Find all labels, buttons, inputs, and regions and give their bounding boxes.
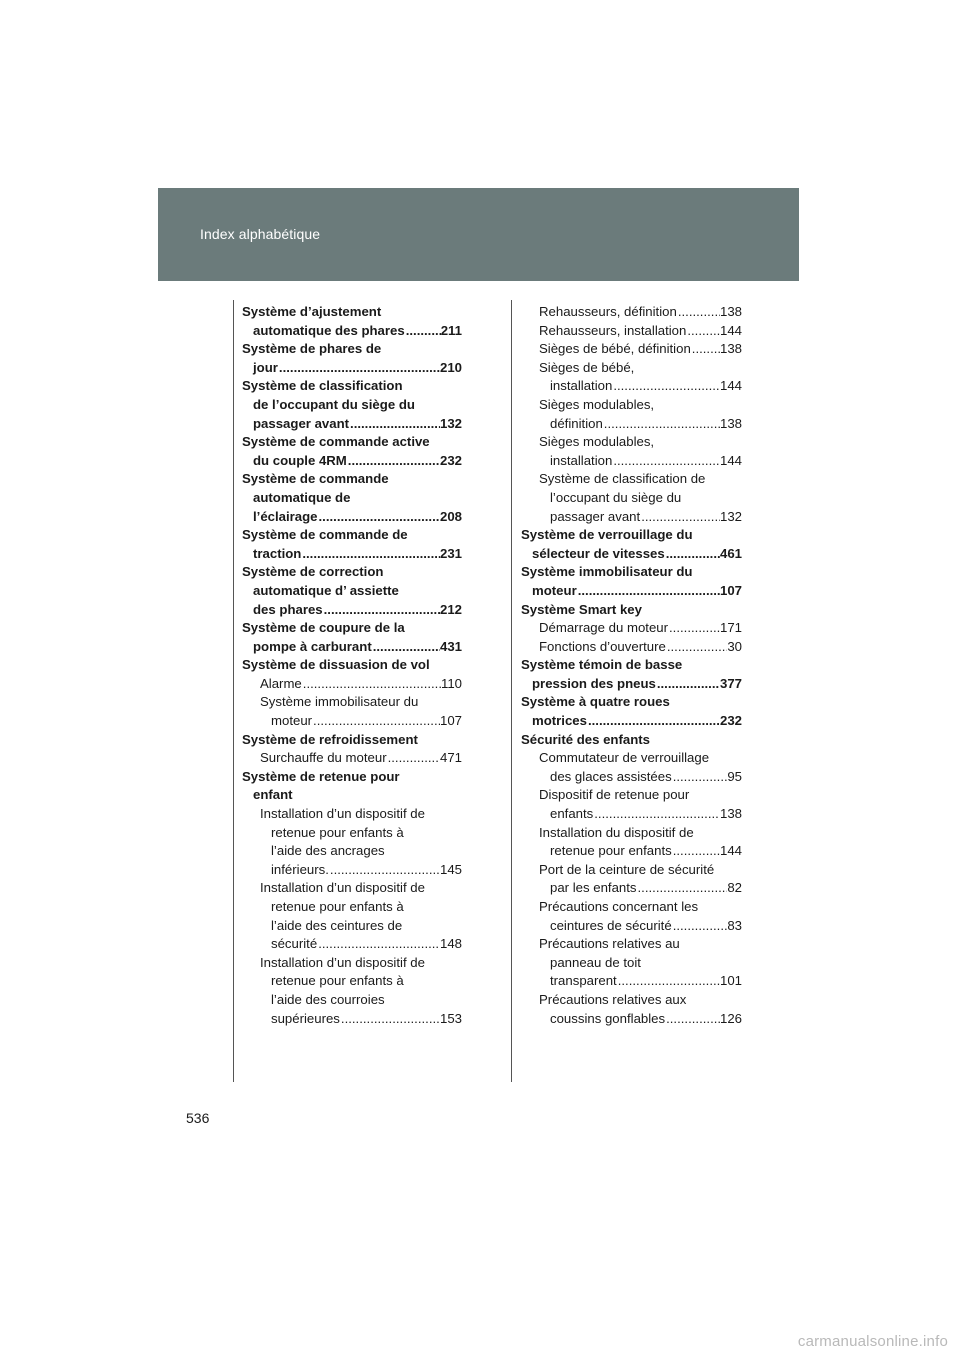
index-entry — [242, 824, 462, 843]
index-entry-page: 171 — [719, 620, 742, 636]
index-entry-text: retenue pour enfants à — [271, 824, 404, 840]
index-entry-text: Système de classification — [242, 378, 403, 394]
index-entry-text: l’aide des courroies — [271, 991, 385, 1007]
section-header-band — [158, 188, 799, 281]
index-entry — [521, 712, 742, 731]
index-entry — [242, 954, 462, 973]
index-entry-text: Système immobilisateur du — [260, 694, 419, 710]
index-entry-page: 144 — [719, 378, 742, 394]
index-column-1 — [242, 303, 462, 1028]
index-entry — [242, 359, 462, 378]
index-entry — [521, 377, 742, 396]
dot-leader — [587, 712, 720, 731]
index-entry-text: inférieurs. — [271, 861, 329, 877]
index-entry-text: retenue pour enfants à — [271, 899, 404, 914]
index-entry — [521, 898, 742, 917]
index-entry-text: définition — [550, 415, 603, 431]
index-entry-text: Installation d’un dispositif de — [260, 880, 425, 896]
index-entry-text: Sécurité des enfants — [521, 731, 650, 747]
index-entry — [242, 749, 462, 768]
dot-leader — [302, 675, 441, 694]
index-entry-text: Système de retenue pour — [242, 768, 400, 784]
index-entry — [242, 508, 462, 527]
index-entry — [242, 917, 462, 936]
index-entry-text: Système de phares de — [242, 341, 382, 357]
index-entry-page: 107 — [439, 713, 462, 729]
dot-leader — [347, 452, 440, 471]
index-entry — [242, 322, 462, 341]
index-entry-text: automatique des phares — [253, 322, 405, 338]
index-entry — [521, 675, 742, 694]
index-entry-text: Sièges de bébé, définition — [539, 341, 691, 357]
index-entry — [521, 972, 742, 991]
index-entry — [242, 638, 462, 657]
index-entry-text: Système de coupure de la — [242, 620, 405, 636]
index-entry-text: transparent — [550, 973, 617, 989]
index-entry — [521, 731, 742, 750]
index-entry — [242, 898, 462, 917]
index-entry-text: motrices — [532, 713, 587, 729]
dot-leader — [665, 545, 720, 564]
index-entry-text: Fonctions d’ouverture — [539, 638, 666, 654]
index-entry — [521, 303, 742, 322]
index-entry-page: 83 — [727, 917, 742, 933]
dot-leader — [612, 452, 720, 471]
index-entry-page: 30 — [727, 638, 742, 654]
dot-leader — [405, 322, 441, 341]
dot-leader — [301, 545, 440, 564]
index-entry — [521, 340, 742, 359]
dot-leader — [666, 638, 728, 657]
watermark: carmanualsonline.info — [797, 1333, 948, 1350]
column-rule-left — [233, 300, 234, 1082]
index-entry-text: Système de correction — [242, 564, 384, 580]
dot-leader — [656, 675, 720, 694]
index-entry-text: de l’occupant du siège du — [253, 396, 415, 412]
index-entry-text: l’occupant du siège du — [550, 489, 682, 505]
index-entry-page: 144 — [719, 452, 742, 468]
index-entry-page: 231 — [439, 545, 462, 561]
dot-leader — [317, 935, 440, 954]
index-entry — [242, 1010, 462, 1029]
index-entry-text: du couple 4RM — [253, 452, 347, 468]
index-entry-text: Sièges modulables, — [539, 434, 655, 450]
index-entry-text: Précautions relatives au — [539, 936, 680, 952]
index-entry-page: 132 — [439, 415, 462, 431]
index-entry — [521, 842, 742, 861]
index-entry — [521, 656, 742, 675]
index-entry — [521, 452, 742, 471]
dot-leader — [603, 415, 720, 434]
index-entry-page: 144 — [719, 322, 742, 338]
index-entry-page: 138 — [719, 415, 742, 431]
index-entry-page: 232 — [719, 713, 742, 729]
index-entry — [242, 805, 462, 824]
index-entry-text: Système de commande — [242, 471, 389, 487]
index-entry-text: enfant — [253, 787, 293, 803]
index-entry — [242, 452, 462, 471]
dot-leader — [387, 749, 440, 768]
index-entry-page: 471 — [439, 750, 462, 766]
dot-leader — [329, 861, 440, 880]
index-entry — [242, 582, 462, 601]
index-entry-text: sélecteur de vitesses — [532, 545, 665, 561]
index-entry — [242, 656, 462, 675]
dot-leader — [617, 972, 720, 991]
index-entry-page: 138 — [719, 341, 742, 357]
index-entry-text: Installation du dispositif de — [539, 824, 694, 840]
index-entry — [521, 638, 742, 657]
index-entry-page: 145 — [439, 861, 462, 877]
dot-leader — [637, 879, 728, 898]
index-entry-text: Commutateur de verrouillage — [539, 750, 710, 766]
index-entry-text: Système d’ajustement — [242, 304, 382, 319]
index-entry — [242, 619, 462, 638]
dot-leader — [672, 842, 720, 861]
dot-leader — [349, 415, 440, 434]
index-entry-page: 95 — [727, 768, 742, 784]
dot-leader — [672, 917, 728, 936]
dot-leader — [278, 359, 440, 378]
index-entry-page: 138 — [719, 304, 742, 319]
index-entry — [521, 433, 742, 452]
index-entry — [521, 470, 742, 489]
index-entry — [242, 768, 462, 787]
index-entry-text: enfants — [550, 806, 594, 822]
index-entry — [242, 396, 462, 415]
index-entry — [521, 396, 742, 415]
index-entry — [242, 470, 462, 489]
index-entry — [521, 824, 742, 843]
index-entry — [521, 582, 742, 601]
index-entry-page: 212 — [439, 601, 462, 617]
index-entry-text: Système de classification de — [539, 471, 706, 487]
index-entry-text: Précautions relatives aux — [539, 991, 687, 1007]
index-entry-text: traction — [253, 545, 302, 561]
index-entry-text: Système de commande de — [242, 527, 408, 543]
index-entry-text: passager avant — [550, 508, 641, 524]
index-entry-text: Système de refroidissement — [242, 731, 418, 747]
index-entry — [242, 545, 462, 564]
index-entry-text: Système de commande active — [242, 434, 430, 450]
index-entry-page: 110 — [440, 675, 462, 691]
index-entry — [521, 415, 742, 434]
index-entry-text: panneau de toit — [550, 954, 641, 970]
index-entry — [521, 991, 742, 1010]
index-entry — [521, 359, 742, 378]
index-entry — [521, 545, 742, 564]
index-entry-text: moteur — [532, 582, 577, 598]
index-entry — [521, 619, 742, 638]
index-entry-text: pompe à carburant — [253, 638, 372, 654]
index-entry-text: Dispositif de retenue pour — [539, 787, 690, 803]
index-entry — [521, 563, 742, 582]
index-entry-page: 232 — [439, 452, 462, 468]
index-entry-text: des phares — [253, 601, 323, 617]
dot-leader — [640, 508, 720, 527]
index-entry — [521, 861, 742, 880]
index-entry-page: 148 — [439, 936, 462, 952]
dot-leader — [312, 712, 440, 731]
index-entry — [242, 415, 462, 434]
index-entry-page: 132 — [719, 508, 742, 524]
index-entry-text: installation — [550, 378, 613, 394]
index-entry-text: l’éclairage — [253, 508, 318, 524]
dot-leader — [340, 1010, 440, 1029]
index-entry — [242, 786, 462, 805]
index-entry — [521, 879, 742, 898]
dot-leader — [577, 582, 720, 601]
index-entry-page: 153 — [439, 1010, 462, 1026]
index-entry — [242, 991, 462, 1010]
dot-leader — [665, 1010, 720, 1029]
index-entry-text: Système immobilisateur du — [521, 564, 693, 580]
index-entry — [521, 489, 742, 508]
index-entry — [242, 693, 462, 712]
index-entry — [242, 526, 462, 545]
index-entry — [242, 489, 462, 508]
index-entry — [242, 340, 462, 359]
index-entry — [521, 322, 742, 341]
index-entry — [242, 433, 462, 452]
index-entry — [242, 972, 462, 991]
index-entry — [242, 712, 462, 731]
dot-leader — [672, 768, 728, 787]
index-entry — [521, 768, 742, 787]
index-entry-page: 210 — [439, 359, 462, 375]
index-entry — [242, 842, 462, 861]
page-number: 536 — [186, 1110, 210, 1126]
index-entry — [521, 1010, 742, 1029]
dot-leader — [612, 377, 720, 396]
index-entry — [521, 954, 742, 973]
index-entry — [242, 731, 462, 750]
index-entry — [521, 508, 742, 527]
index-entry — [521, 786, 742, 805]
dot-leader — [677, 303, 720, 322]
index-entry — [242, 879, 462, 898]
index-entry-text: l’aide des ancrages — [271, 843, 385, 859]
index-entry — [521, 693, 742, 712]
index-entry-text: par les enfants — [550, 880, 637, 896]
column-rule-middle — [511, 300, 512, 1082]
index-entry-text: Système de verrouillage du — [521, 527, 693, 543]
index-entry-page: 144 — [719, 843, 742, 859]
index-entry-text: coussins gonflables — [550, 1010, 666, 1026]
index-entry-text: Rehausseurs, définition — [539, 304, 677, 319]
index-entry-text: retenue pour enfants — [550, 843, 672, 859]
index-entry-page: 431 — [439, 638, 462, 654]
dot-leader — [686, 322, 720, 341]
index-entry-text: Sièges modulables, — [539, 396, 655, 412]
index-column-2 — [521, 303, 742, 1028]
index-entry-text: Rehausseurs, installation — [539, 322, 687, 338]
index-entry-text: retenue pour enfants à — [271, 973, 404, 989]
index-entry-text: Système Smart key — [521, 601, 642, 617]
dot-leader — [323, 601, 440, 620]
index-entry — [521, 935, 742, 954]
index-entry-page: 461 — [719, 545, 742, 561]
index-entry — [521, 526, 742, 545]
index-entry-text: jour — [253, 359, 278, 375]
index-entry-text: moteur — [271, 713, 313, 729]
index-entry-text: supérieures — [271, 1010, 340, 1026]
dot-leader — [691, 340, 720, 359]
index-entry — [521, 917, 742, 936]
index-entry-page: 101 — [719, 973, 742, 989]
index-entry-text: Installation d’un dispositif de — [260, 806, 425, 822]
index-entry-text: Système à quatre roues — [521, 694, 670, 710]
index-entry-text: pression des pneus — [532, 675, 656, 691]
index-entry-text: Surchauffe du moteur — [260, 750, 387, 766]
section-title: Index alphabétique — [200, 226, 321, 242]
index-entry-text: Système témoin de basse — [521, 657, 683, 673]
index-entry — [242, 675, 462, 694]
index-entry-page: 82 — [727, 880, 742, 896]
index-entry-text: Installation d’un dispositif de — [260, 954, 425, 970]
index-entry-page: 377 — [719, 675, 742, 691]
index-entry-text: des glaces assistées — [550, 768, 672, 784]
index-entry-page: 138 — [719, 806, 742, 822]
index-entry-text: automatique d’ assiette — [253, 582, 399, 598]
index-entry-text: Port de la ceinture de sécurité — [539, 861, 715, 877]
index-entry — [521, 601, 742, 620]
index-entry — [242, 377, 462, 396]
index-entry — [242, 563, 462, 582]
index-entry-page: 211 — [440, 322, 462, 338]
dot-leader — [593, 805, 720, 824]
index-entry-text: Système de dissuasion de vol — [242, 657, 430, 673]
index-entry — [521, 805, 742, 824]
index-entry — [242, 935, 462, 954]
index-entry — [521, 749, 742, 768]
dot-leader — [318, 508, 440, 527]
index-entry-text: Alarme — [260, 675, 302, 691]
index-entry-page: 126 — [719, 1010, 742, 1026]
index-entry — [242, 303, 462, 322]
index-entry-page: 208 — [439, 508, 462, 524]
index-entry-text: installation — [550, 452, 613, 468]
index-entry-text: automatique de — [253, 489, 351, 505]
index-entry — [242, 601, 462, 620]
index-entry-text: sécurité — [271, 936, 318, 952]
index-entry-text: ceintures de sécurité — [550, 917, 672, 933]
dot-leader — [668, 619, 720, 638]
index-entry-text: Démarrage du moteur — [539, 620, 669, 636]
index-entry-page: 107 — [719, 582, 742, 598]
index-entry-text: Précautions concernant les — [539, 899, 699, 914]
index-entry-text: Sièges de bébé, — [539, 359, 635, 375]
index-entry — [242, 861, 462, 880]
index-entry-text: passager avant — [253, 415, 350, 431]
index-entry-text: l’aide des ceintures de — [271, 917, 403, 933]
dot-leader — [372, 638, 440, 657]
